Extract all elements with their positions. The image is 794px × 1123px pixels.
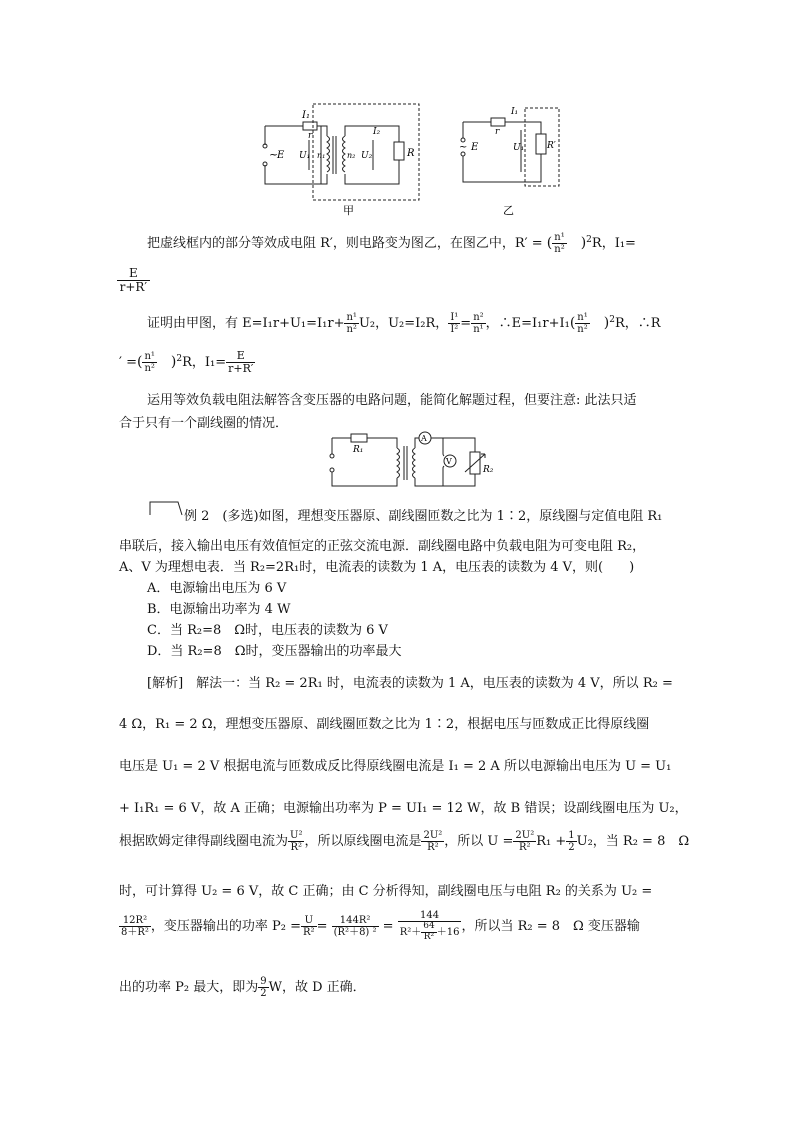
example-2-heading: 例 2 (多选)如图，理想变压器原、副线圈匝数之比为 1∶2，原线圈与定值电阻 R₁ [184,509,663,524]
solution-line-8: 出的功率 P₂ 最大，即为 $\frac{9}{2}$ W，故 D 正确． [119,976,366,999]
circuit-figure-yi [455,100,575,220]
option-b: B．电源输出功率为 4 W [147,602,291,617]
fig-jia-R: R [407,148,415,159]
p1-text: 把虚线框内的部分等效成电阻 R′，则电路变为图乙，在图乙中，R′ = [147,236,543,251]
option-c: C．当 R₂=8 Ω时，电压表的读数为 6 V [147,623,388,638]
fig-yi-r: r [495,127,500,137]
fig-yi-Rp: R′ [547,141,556,151]
fraction-n1-n2: $\frac{\text{n¹}}{\text{n²}}$ [554,232,565,255]
solution-line-6: 时，可计算得 U₂ = 6 V，故 C 正确；由 C 分析得知，副线圈电压与电阻 R₂ 的关系为 U₂ = [119,884,653,899]
fig-jia-tilde: ~ [269,148,279,161]
fig-jia-I1: I₁ [302,110,310,121]
fig3-R2: R₂ [483,465,494,475]
option-d: D．当 R₂=8 Ω时，变压器输出的功率最大 [147,644,402,659]
proof-line-1: 证明由甲图，有 E=I₁r+U₁=I₁r+ $\frac{\text{n¹}}{\text{n²}}$ U₂，U₂=I₂R， $\frac{\text{I¹}}{\text{I²}}$ = $\frac{\text{n²}}{\text{n¹}}$ ，∴E=I₁r+I₁( $\frac{\text{n¹}}{\text{n²}}$ )$^2$R，∴R [147,312,661,335]
solution-line-2: 4 Ω，R₁ = 2 Ω，理想变压器原、副线圈匝数之比为 1∶2，根据电压与匝数成正比得原线圈 [119,717,650,732]
fig3-ammeter: A [421,434,427,443]
example-bracket-icon [148,500,184,516]
fig-jia-r: r [308,131,313,141]
fig-yi-I1: I₁ [511,107,519,117]
paragraph-method-note-2: 合于只有一个副线圈的情况． [119,416,289,431]
paragraph-equivalent-resistance: 把虚线框内的部分等效成电阻 R′，则电路变为图乙，在图乙中，R′ = ( $\frac{\text{n¹}}{\text{n²}}$ )$^2$R，I₁= [147,232,636,255]
solution-line-1: [解析] 解法一：当 R₂ = 2R₁ 时，电流表的读数为 1 A，电压表的读数为 4 V，所以 R₂ = [147,676,673,691]
fig3-voltmeter: V [446,457,452,466]
fig3-R1: R₁ [353,445,364,455]
fig-jia-U1: U₁ [299,151,311,161]
fig-jia-caption: 甲 [343,204,354,217]
proof-line-2: ′ =( $\frac{\text{n¹}}{\text{n²}}$ )$^2$R，I₁= $\frac{E}{r+R'}$ [119,349,254,376]
solution-line-5: 根据欧姆定律得副线圈电流为 $\frac{\text{U²}}{\text{R²}}$ ，所以原线圈电流是 $\frac{\text{2U²}}{\text{R²}}$ ，所以 U = $\frac{\text{2U²}}{\text{R²}}$ R₁ + $\frac{1}{2}$ U₂，当 R₂ = 8 Ω [119,830,690,853]
circuit-figure-jia [255,100,425,220]
example-2-line-2: 串联后，接入输出电压有效值恒定的正弦交流电源．副线圈电路中负载电阻为可变电阻 R₂， [119,539,646,554]
option-a: A．电源输出电压为 6 V [147,581,287,596]
circuit-figure-example [325,430,500,490]
fig-yi-caption: 乙 [503,204,514,217]
fig-yi-E: E [471,142,479,153]
fig-yi-U1: U₁ [513,143,525,153]
solution-line-3: 电压是 U₁ = 2 V 根据电流与匝数成反比得原线圈电流是 I₁ = 2 A 所以电源输出电压为 U = U₁ [119,759,672,774]
solution-line-7: $\frac{\text{12R²}}{\text{8＋R²}}$ ，变压器输出的功率 P₂ = $\frac{U}{\text{R²}}$ = $\frac{\text{144R²}}{\text{(R²＋8) ²}}$ = 144 R²＋ $\frac{64}{\text{R²}}$ ＋16 ，所以当 R₂ = 8 Ω 变压器输 [121,910,640,942]
fig-jia-I2: I₂ [373,127,381,137]
solution-line-4: + I₁R₁ = 6 V，故 A 正确；电源输出功率为 P = UI₁ = 12 W，故 B 错误；设副线圈电压为 U₂， [119,801,688,816]
fig-jia-n2: n₂ [347,151,356,160]
fig-yi-tilde: ~ [459,142,468,153]
p1-text-b: R，I₁= [591,236,636,251]
paragraph-method-note-1: 运用等效负载电阻法解答含变压器的电路问题，能简化解题过程，但要注意: 此法只适 [147,393,637,408]
fraction-E-over-r-plus-R: $\frac{E}{r+R'}$ [117,267,150,294]
fig-jia-U2: U₂ [361,151,373,161]
fig-jia-n1: n₁ [317,151,326,160]
example-2-line-3: A、V 为理想电表．当 R₂=2R₁时，电流表的读数为 1 A，电压表的读数为 4 V，则( ) [119,560,635,575]
fig-jia-E: E [277,150,285,161]
